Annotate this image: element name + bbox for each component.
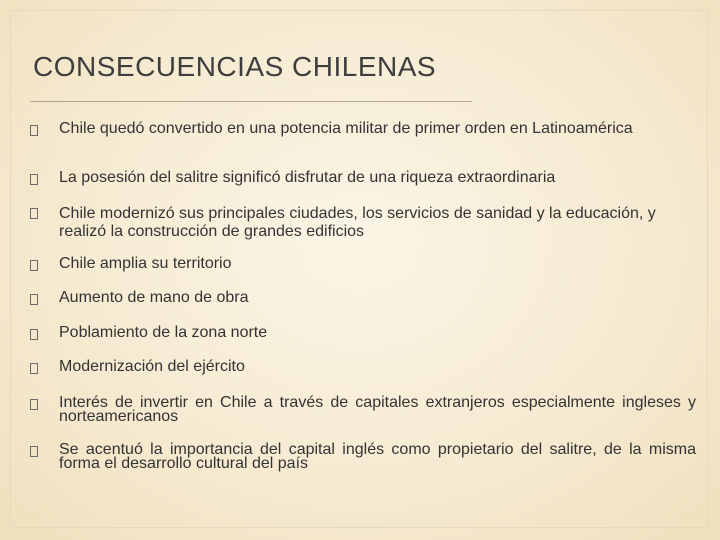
slide-title: CONSECUENCIAS CHILENAS bbox=[33, 51, 437, 82]
bullet-text: Se acentuó la importancia del capital inglés como propietario del salitre, de la misma forma el desarrollo cultural del país bbox=[59, 441, 696, 472]
bullet-marker-icon bbox=[30, 329, 38, 340]
bullet-text: Chile amplia su territorio bbox=[59, 255, 232, 272]
bullet-text: Aumento de mano de obra bbox=[59, 289, 249, 306]
bullet-marker-icon bbox=[30, 208, 38, 219]
bullet-marker-icon bbox=[30, 363, 38, 374]
bullet-marker-icon bbox=[30, 260, 38, 271]
bullet-text: Chile quedó convertido en una potencia militar de primer orden en Latinoamérica bbox=[59, 120, 633, 137]
title-underline bbox=[30, 101, 472, 102]
bullet-marker-icon bbox=[30, 294, 38, 305]
bullet-text: Interés de invertir en Chile a través de capitales extranjeros especialmente ingleses y norteamericanos bbox=[59, 394, 696, 425]
bullet-text: Poblamiento de la zona norte bbox=[59, 324, 268, 341]
bullet-text: La posesión del salitre significó disfrutar de una riqueza extraordinaria bbox=[59, 169, 556, 186]
bullet-marker-icon bbox=[30, 125, 38, 136]
bullet-marker-icon bbox=[30, 399, 38, 410]
bullet-marker-icon bbox=[30, 446, 38, 457]
bullet-text: Chile modernizó sus principales ciudades, los servicios de sanidad y la educación, y realizó la construcción de grandes edificios bbox=[59, 205, 656, 240]
bullet-marker-icon bbox=[30, 174, 38, 185]
bullet-text: Modernización del ejército bbox=[59, 358, 245, 375]
